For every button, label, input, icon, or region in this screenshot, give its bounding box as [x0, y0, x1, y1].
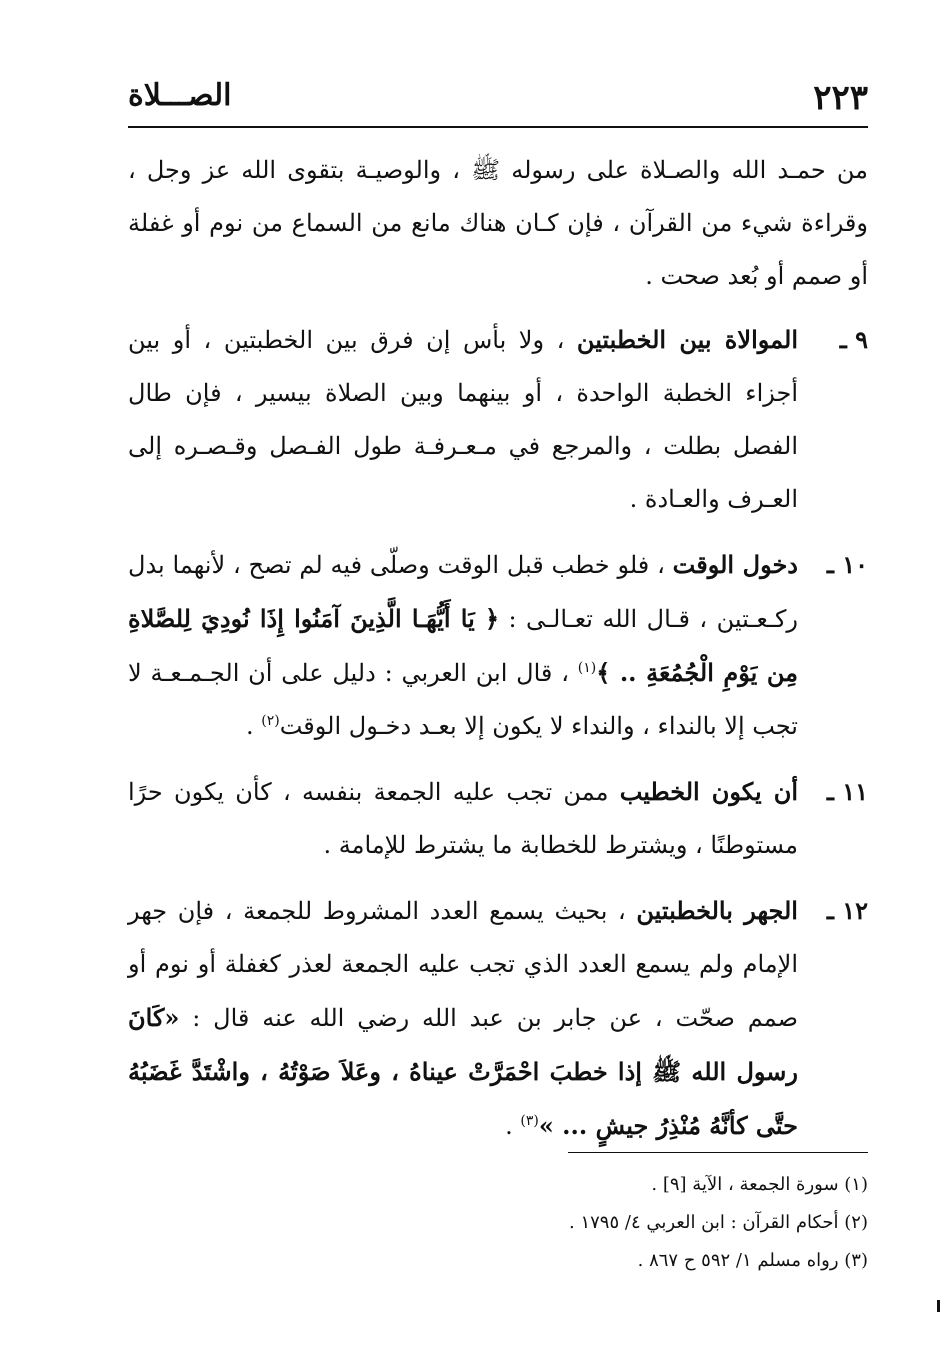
footnote-3: (٣) رواه مسلم ١/ ٥٩٢ ح ٨٦٧ .	[637, 1250, 868, 1271]
scan-edge-mark	[937, 1300, 940, 1312]
item-heading: الجهر بالخطبتين	[636, 896, 798, 925]
item-text-continued: ، قال ابن العربي : دليل على أن الجـمـعـة لا تجب إلا بالنداء ، والنداء لا يكون إلا بعـد دخـول الوقت	[128, 659, 798, 740]
item-heading: الموالاة بين الخطبتين	[576, 325, 798, 354]
footnote-ref-3: (٣)	[520, 1113, 539, 1129]
list-item-12	[128, 884, 868, 1153]
item-body	[128, 313, 798, 526]
footnote-1: (١) سورة الجمعة ، الآية [٩] .	[651, 1174, 868, 1195]
item-text: ممن تجب عليه الجمعة بنفسه ، كأن يكون حرًا مستوطنًا ، ويشترط للخطابة ما يشترط للإمامة .	[128, 778, 798, 859]
list-item-11	[128, 765, 868, 872]
item-body	[128, 538, 798, 753]
item-text-end: .	[245, 712, 262, 740]
item-number: ١٢ ـ	[826, 896, 868, 925]
intro-paragraph: من حمـد الله والصـلاة على رسوله ﷺ ، والوصيـة بتقوى الله عز وجل ، وقراءة شيء من القرآن ، فإن كـان هناك مانع من السماع من نوم أو غفلة أو صمم أو بُعد صحت .	[128, 156, 868, 290]
item-text: ، فلو خطب قبل الوقت وصلّى فيه لم تصح ، لأنهما بدل ركـعـتين ، قـال الله تعـالـى :	[128, 551, 799, 633]
item-text: ، ولا بأس إن فرق بين الخطبتين ، أو بين أجزاء الخطبة الواحدة ، أو بينهما وبين الصلاة بيسير ، فإن طال الفصل بطلت ، والمرجع في مـعـرفـة طول الفـصل وقـصـره إلى العـرف والعـادة .	[128, 326, 799, 513]
list-item-10	[128, 538, 868, 753]
header-divider	[128, 126, 868, 128]
main-text	[128, 144, 868, 1165]
item-number: ١٠ ـ	[826, 550, 868, 579]
page-header	[128, 78, 868, 124]
item-text-end: .	[505, 1112, 521, 1140]
item-number: ٩ ـ	[839, 325, 868, 354]
hadith-quote: «كَانَ رسول الله ﷺ إذا خطبَ احْمَرَّتْ عيناهُ ، وعَلاَ صَوْتُهُ ، واشْتَدَّ غَضَبُهُ حتَّى كأنَّهُ مُنْذِرُ جيشٍ ... »	[128, 1003, 798, 1140]
item-heading: أن يكون الخطيب	[619, 777, 798, 806]
list-item-9	[128, 313, 868, 526]
footnotes	[360, 1166, 868, 1280]
item-number: ١١ ـ	[826, 777, 868, 806]
item-text: ، بحيث يسمع العدد المشروط للجمعة ، فإن جهر الإمام ولم يسمع العدد الذي تجب عليه الجمعة لعذر كغفلة أو نوم أو صمم صحّت ، عن جابر بن عبد الله رضي الله عنه قال :	[128, 897, 798, 1032]
footnote-ref-1: (١)	[577, 660, 597, 676]
footnote-divider	[568, 1152, 868, 1153]
footnote-2: (٢) أحكام القرآن : ابن العربي ٤/ ١٧٩٥ .	[569, 1212, 868, 1233]
footnote-ref-2: (٢)	[261, 713, 280, 729]
item-body	[128, 765, 798, 872]
quran-quote: ﴿ يَا أَيُّهَـا الَّذِينَ آمَنُوا إِذَا نُودِيَ لِلصَّلاةِ مِن يَوْمِ الْجُمُعَةِ .. ﴾	[128, 604, 798, 687]
page-number: ٢٢٣	[813, 78, 868, 118]
item-heading: دخول الوقت	[672, 550, 798, 579]
item-body	[128, 884, 798, 1153]
chapter-title: الصـــلاة	[128, 78, 232, 113]
